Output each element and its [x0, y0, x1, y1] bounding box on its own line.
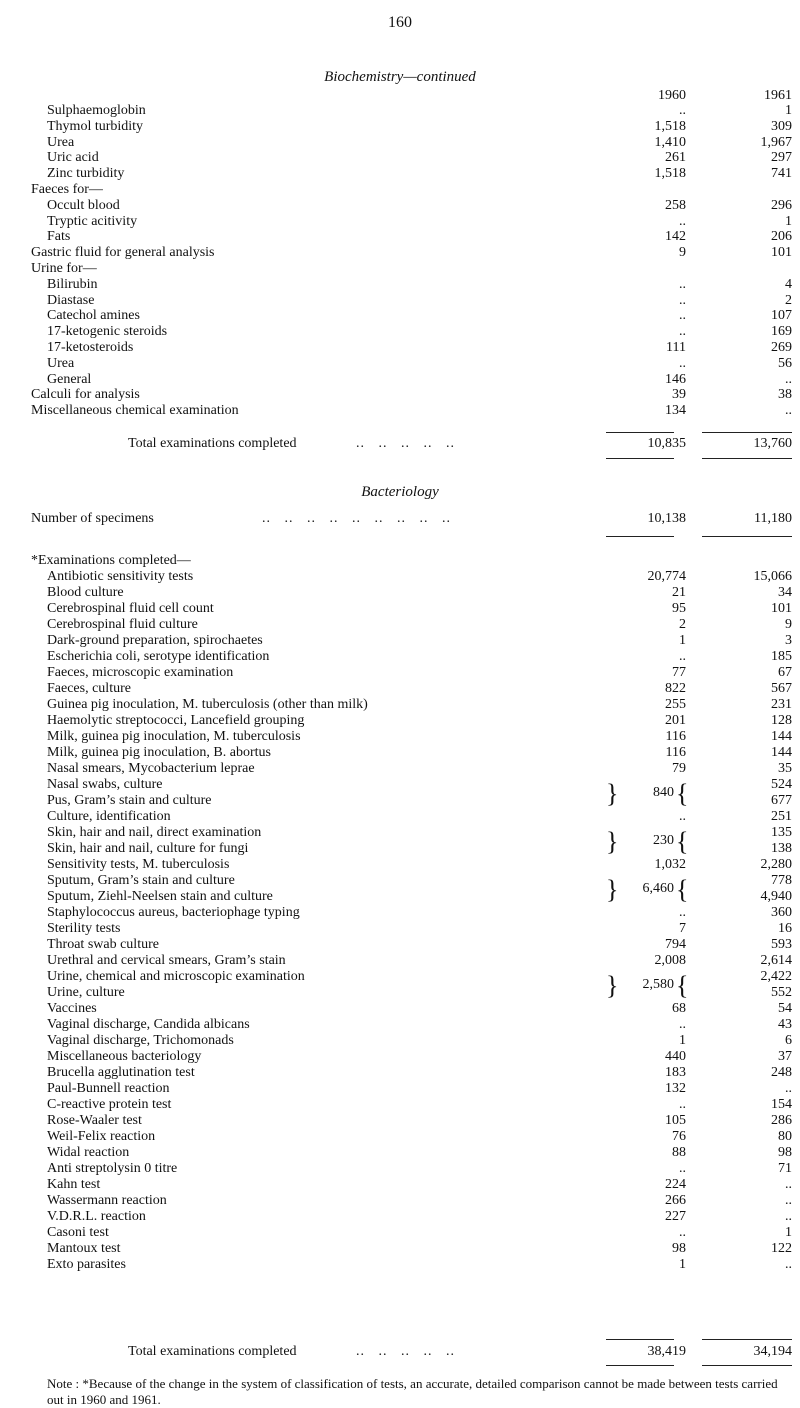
biochem-row [0, 150, 800, 166]
bact-total-label: Total examinations completed [128, 1344, 297, 1359]
combined-value-1960: 840 [653, 785, 674, 800]
biochem-value-1961: 741 [771, 166, 792, 182]
biochem-label: Uric acid [47, 150, 99, 166]
bact-value-1960: 116 [665, 729, 686, 744]
bact-row [0, 601, 800, 617]
bact-value-1960: 1 [679, 1257, 686, 1272]
bact-value-1960: 266 [665, 1193, 686, 1208]
bact-label: Mantoux test [47, 1241, 121, 1256]
year-header-1960: 1960 [658, 88, 686, 103]
bact-label: Paul-Bunnell reaction [47, 1081, 170, 1096]
bact-row [0, 921, 800, 937]
bact-label: Urine, chemical and microscopic examination [47, 969, 305, 984]
biochem-row [0, 182, 800, 198]
bact-value-1960: 201 [665, 713, 686, 728]
biochem-label: Tryptic acitivity [47, 213, 138, 229]
biochem-value-1960: .. [679, 103, 686, 118]
bact-value-1961: 552 [771, 985, 792, 1000]
biochem-value-1961: 1 [785, 103, 792, 118]
biochem-total-1960: 10,835 [647, 436, 686, 451]
biochem-value-1961: 2 [785, 292, 792, 308]
biochem-label: 17-ketosteroids [47, 340, 134, 355]
specimens-row: Number of specimens .. .. .. .. .. .. .. .. .. 10,138 11,180 [31, 511, 792, 526]
bact-value-1961: 231 [771, 697, 792, 712]
bact-value-1960: 1 [679, 1033, 686, 1048]
biochemistry-title: Biochemistry—continued [324, 69, 476, 85]
bact-value-1961: 16 [778, 921, 792, 936]
bact-value-1961: 135 [771, 825, 792, 840]
bact-label: Vaginal discharge, Trichomonads [47, 1033, 234, 1048]
bact-row [0, 1049, 800, 1065]
biochem-row [0, 293, 800, 309]
bact-label: Vaginal discharge, Candida albicans [47, 1017, 250, 1032]
biochem-row [0, 372, 800, 388]
biochem-row [0, 403, 800, 419]
biochem-row [0, 119, 800, 135]
bact-label: Faeces, culture [47, 681, 131, 696]
bact-total-row: Total examinations completed .. .. .. .. .. 38,419 34,194 [128, 1344, 792, 1359]
bact-value-1960: .. [679, 1017, 686, 1032]
bact-value-1960: .. [679, 905, 686, 920]
bact-row [0, 1225, 800, 1241]
biochem-value-1960: 111 [666, 340, 686, 355]
biochem-value-1960: .. [679, 292, 686, 308]
biochem-value-1960: 1,518 [654, 118, 686, 134]
biochem-row [0, 324, 800, 340]
biochem-value-1961: 4 [785, 276, 792, 292]
biochem-row [0, 166, 800, 182]
bact-value-1960: 77 [672, 665, 686, 680]
bact-label: Sterility tests [47, 921, 121, 936]
biochem-label: Faeces for— [31, 182, 103, 197]
bact-value-1961: 6 [785, 1033, 792, 1048]
bact-value-1960: 88 [672, 1145, 686, 1160]
bact-value-1961: 677 [771, 793, 792, 808]
biochem-value-1961: 297 [771, 150, 792, 166]
biochem-row [0, 356, 800, 372]
bact-row [0, 1017, 800, 1033]
bact-row [0, 809, 800, 825]
bact-value-1960: 1,032 [654, 857, 686, 872]
bact-value-1960: 2 [679, 617, 686, 632]
bact-row [0, 1065, 800, 1081]
bact-row [0, 569, 800, 585]
bact-value-1960: 105 [665, 1113, 686, 1128]
bact-row [0, 729, 800, 745]
bact-value-1961: 1 [785, 1225, 792, 1240]
bact-row [0, 1001, 800, 1017]
biochem-label: Bilirubin [47, 276, 98, 292]
bact-label: Brucella agglutination test [47, 1065, 195, 1080]
biochem-value-1961: 296 [771, 197, 792, 213]
biochem-value-1960: 258 [665, 197, 686, 213]
bact-label: Throat swab culture [47, 937, 159, 952]
bact-row [0, 1129, 800, 1145]
bact-row [0, 1097, 800, 1113]
bact-label: Wassermann reaction [47, 1193, 167, 1208]
biochem-label: Diastase [47, 292, 95, 308]
bact-value-1961: .. [785, 1209, 792, 1224]
bact-label: Pus, Gram’s stain and culture [47, 793, 212, 808]
biochem-label: Urine for— [31, 261, 97, 276]
biochem-value-1961: .. [785, 403, 792, 419]
biochem-value-1960: 9 [679, 245, 686, 261]
bact-value-1960: 68 [672, 1001, 686, 1016]
biochem-total-1961: 13,760 [753, 436, 792, 451]
bact-value-1960: 95 [672, 601, 686, 616]
biochem-label: Urea [47, 134, 75, 150]
combined-value-1960: 2,580 [642, 977, 674, 992]
bact-label: Weil-Felix reaction [47, 1129, 156, 1144]
bact-value-1961: 98 [778, 1145, 792, 1160]
bact-label: Guinea pig inoculation, M. tuberculosis (other than milk) [47, 697, 368, 712]
bact-label: Faeces, microscopic examination [47, 665, 234, 680]
biochem-label: Occult blood [47, 197, 120, 213]
specimens-label: Number of specimens [31, 511, 154, 526]
footnote: Note : *Because of the change in the system of classification of tests, an accurate, detailed comparison cannot be made between tests carried out in 1960 and 1961. [47, 1376, 778, 1407]
bact-label: Antibiotic sensitivity tests [47, 569, 194, 584]
bact-row [0, 937, 800, 953]
bact-row [0, 1161, 800, 1177]
bact-row [0, 1177, 800, 1193]
bact-value-1961: 185 [771, 649, 792, 664]
bact-value-1961: .. [785, 1081, 792, 1096]
bact-label: Casoni test [47, 1225, 109, 1240]
bact-value-1961: 101 [771, 601, 792, 616]
bact-value-1960: 794 [665, 937, 686, 952]
bact-value-1961: 71 [778, 1161, 792, 1176]
biochem-value-1960: 1,410 [654, 134, 686, 150]
bact-value-1961: 15,066 [753, 569, 792, 584]
bact-label: Cerebrospinal fluid culture [47, 617, 198, 632]
biochem-label: Gastric fluid for general analysis [31, 245, 215, 261]
bact-row [0, 1241, 800, 1257]
bact-value-1960: 2,008 [654, 953, 686, 968]
bact-label: Vaccines [47, 1001, 97, 1016]
bact-row [0, 905, 800, 921]
biochem-value-1960: 261 [665, 150, 686, 166]
bact-value-1961: 128 [771, 713, 792, 728]
bact-row [0, 857, 800, 873]
biochem-row [0, 261, 800, 277]
bact-value-1961: 2,614 [760, 953, 792, 968]
bact-value-1961: 67 [778, 665, 792, 680]
bact-value-1961: 286 [771, 1113, 792, 1128]
bact-value-1960: 98 [672, 1241, 686, 1256]
examinations-heading: *Examinations completed— [31, 553, 191, 568]
bact-value-1961: 360 [771, 905, 792, 920]
bact-value-1961: 122 [771, 1241, 792, 1256]
bact-value-1961: 567 [771, 681, 792, 696]
bact-value-1961: 2,422 [760, 969, 792, 984]
biochem-row [0, 214, 800, 230]
bact-label: Miscellaneous bacteriology [47, 1049, 202, 1064]
bact-value-1960: 183 [665, 1065, 686, 1080]
biochem-value-1960: .. [679, 324, 686, 340]
bact-label: Blood culture [47, 585, 124, 600]
bact-value-1960: .. [679, 1097, 686, 1112]
bact-value-1960: 1 [679, 633, 686, 648]
biochem-label: Calculi for analysis [31, 387, 140, 403]
bact-value-1961: 80 [778, 1129, 792, 1144]
bact-value-1961: .. [785, 1257, 792, 1272]
biochem-label: Catechol amines [47, 308, 140, 324]
rule-biochem-1960 [606, 432, 674, 433]
bact-value-1961: 9 [785, 617, 792, 632]
biochem-row [0, 387, 800, 403]
bact-value-1961: 593 [771, 937, 792, 952]
bact-value-1960: .. [679, 649, 686, 664]
bact-value-1960: 20,774 [647, 569, 686, 584]
bact-label: Dark-ground preparation, spirochaetes [47, 633, 263, 648]
bact-value-1961: 4,940 [760, 889, 792, 904]
bact-value-1961: 144 [771, 729, 792, 744]
bact-value-1960: 79 [672, 761, 686, 776]
biochem-value-1961: .. [785, 371, 792, 387]
biochem-value-1961: 101 [771, 245, 792, 261]
bact-label: Urine, culture [47, 985, 125, 1000]
bact-label: Staphylococcus aureus, bacteriophage typing [47, 905, 300, 920]
biochem-label: 17-ketogenic steroids [47, 324, 168, 340]
bact-label: Skin, hair and nail, culture for fungi [47, 841, 249, 856]
bact-row [0, 649, 800, 665]
bact-label: Escherichia coli, serotype identification [47, 649, 270, 664]
bact-value-1961: .. [785, 1193, 792, 1208]
bact-value-1960: .. [679, 1225, 686, 1240]
bact-label: Nasal smears, Mycobacterium leprae [47, 761, 255, 776]
bact-label: Sensitivity tests, M. tuberculosis [47, 857, 230, 872]
biochem-value-1960: 142 [665, 229, 686, 245]
bact-value-1960: 224 [665, 1177, 686, 1192]
biochem-value-1960: .. [679, 276, 686, 292]
biochem-label: Urea [47, 355, 75, 371]
bact-value-1961: 154 [771, 1097, 792, 1112]
biochem-row [0, 198, 800, 214]
bact-row [0, 681, 800, 697]
bact-label: Anti streptolysin 0 titre [47, 1161, 178, 1176]
bact-value-1961: 144 [771, 745, 792, 760]
bact-value-1961: 138 [771, 841, 792, 856]
bact-label: Widal reaction [47, 1145, 130, 1160]
bact-value-1961: 54 [778, 1001, 792, 1016]
biochem-value-1960: .. [679, 355, 686, 371]
bact-row [0, 633, 800, 649]
bact-value-1961: 37 [778, 1049, 792, 1064]
bact-label: Cerebrospinal fluid cell count [47, 601, 214, 616]
bact-value-1960: 822 [665, 681, 686, 696]
bact-label: Exto parasites [47, 1257, 126, 1272]
biochem-value-1961: 38 [778, 387, 792, 403]
bact-label: Urethral and cervical smears, Gram’s stain [47, 953, 286, 968]
biochem-value-1961: 169 [771, 324, 792, 340]
rule-biochem-1961 [702, 432, 792, 433]
bact-row [0, 1257, 800, 1273]
bact-total-1960: 38,419 [647, 1344, 686, 1359]
bact-row [0, 761, 800, 777]
bact-label: Sputum, Gram’s stain and culture [47, 873, 235, 888]
biochem-value-1961: 56 [778, 355, 792, 371]
bact-label: Kahn test [47, 1177, 101, 1192]
bact-value-1961: 43 [778, 1017, 792, 1032]
bact-row [0, 953, 800, 969]
biochem-value-1961: 309 [771, 118, 792, 134]
biochem-row [0, 103, 800, 119]
bact-value-1961: 524 [771, 777, 792, 792]
bact-row [0, 1113, 800, 1129]
biochem-value-1960: .. [679, 213, 686, 229]
bact-value-1961: 251 [771, 809, 792, 824]
bact-value-1961: 34 [778, 585, 792, 600]
bact-label: Milk, guinea pig inoculation, M. tuberculosis [47, 729, 301, 744]
bact-label: Culture, identification [47, 809, 171, 824]
specimens-1960: 10,138 [647, 511, 686, 526]
bacteriology-title: Bacteriology [361, 484, 439, 500]
biochem-value-1960: 134 [665, 403, 686, 419]
bact-label: Rose-Waaler test [47, 1113, 142, 1128]
bact-row [0, 1033, 800, 1049]
year-header-1961: 1961 [764, 88, 792, 103]
bact-row [0, 745, 800, 761]
biochem-label: Miscellaneous chemical examination [31, 403, 239, 419]
bact-value-1961: 35 [778, 761, 792, 776]
biochem-row [0, 229, 800, 245]
bact-value-1960: 227 [665, 1209, 686, 1224]
bact-label: C-reactive protein test [47, 1097, 172, 1112]
bact-row [0, 1209, 800, 1225]
bact-value-1961: 778 [771, 873, 792, 888]
bact-row [0, 585, 800, 601]
bact-row [0, 1145, 800, 1161]
biochem-row [0, 340, 800, 356]
bact-row [0, 665, 800, 681]
biochem-label: Fats [47, 229, 71, 245]
bact-label: Haemolytic streptococci, Lancefield grouping [47, 713, 305, 728]
bact-value-1960: 132 [665, 1081, 686, 1096]
biochem-label: Thymol turbidity [47, 118, 144, 134]
biochem-value-1960: .. [679, 308, 686, 324]
biochem-label: Sulphaemoglobin [47, 103, 146, 118]
biochem-value-1961: 269 [771, 340, 792, 355]
combined-value-1960: 6,460 [642, 881, 674, 896]
bact-row [0, 697, 800, 713]
bact-value-1960: 440 [665, 1049, 686, 1064]
bact-value-1961: 248 [771, 1065, 792, 1080]
bact-value-1961: 2,280 [760, 857, 792, 872]
biochem-row [0, 308, 800, 324]
bact-total-1961: 34,194 [753, 1344, 792, 1359]
biochem-row [0, 277, 800, 293]
bact-row [0, 617, 800, 633]
page-number: 160 [388, 14, 412, 31]
biochem-row [0, 135, 800, 151]
biochem-label: Zinc turbidity [47, 166, 125, 182]
bact-row [0, 1193, 800, 1209]
bact-value-1960: 21 [672, 585, 686, 600]
biochem-value-1960: 146 [665, 371, 686, 387]
bact-value-1960: 76 [672, 1129, 686, 1144]
bact-label: Skin, hair and nail, direct examination [47, 825, 262, 840]
biochem-value-1960: 1,518 [654, 166, 686, 182]
bact-value-1960: 255 [665, 697, 686, 712]
biochem-total-label: Total examinations completed [128, 436, 297, 451]
bact-value-1961: .. [785, 1177, 792, 1192]
biochem-row [0, 245, 800, 261]
bact-value-1960: 116 [665, 745, 686, 760]
bact-label: Sputum, Ziehl-Neelsen stain and culture [47, 889, 273, 904]
biochem-label: General [47, 371, 92, 387]
bact-row [0, 1081, 800, 1097]
bact-label: V.D.R.L. reaction [47, 1209, 146, 1224]
biochem-value-1961: 206 [771, 229, 792, 245]
specimens-1961: 11,180 [754, 511, 792, 526]
biochem-total-row: Total examinations completed .. .. .. .. .. 10,835 13,760 [128, 436, 792, 451]
bact-label: Nasal swabs, culture [47, 777, 163, 792]
biochem-value-1961: 1 [785, 213, 792, 229]
biochem-value-1961: 107 [771, 308, 792, 324]
bact-value-1960: 7 [679, 921, 686, 936]
biochem-value-1960: 39 [672, 387, 686, 403]
bact-label: Milk, guinea pig inoculation, B. abortus [47, 745, 271, 760]
bact-value-1961: 3 [785, 633, 792, 648]
bact-row [0, 713, 800, 729]
biochem-value-1961: 1,967 [760, 134, 792, 150]
bact-value-1960: .. [679, 809, 686, 824]
bact-value-1960: .. [679, 1161, 686, 1176]
combined-value-1960: 230 [653, 833, 674, 848]
